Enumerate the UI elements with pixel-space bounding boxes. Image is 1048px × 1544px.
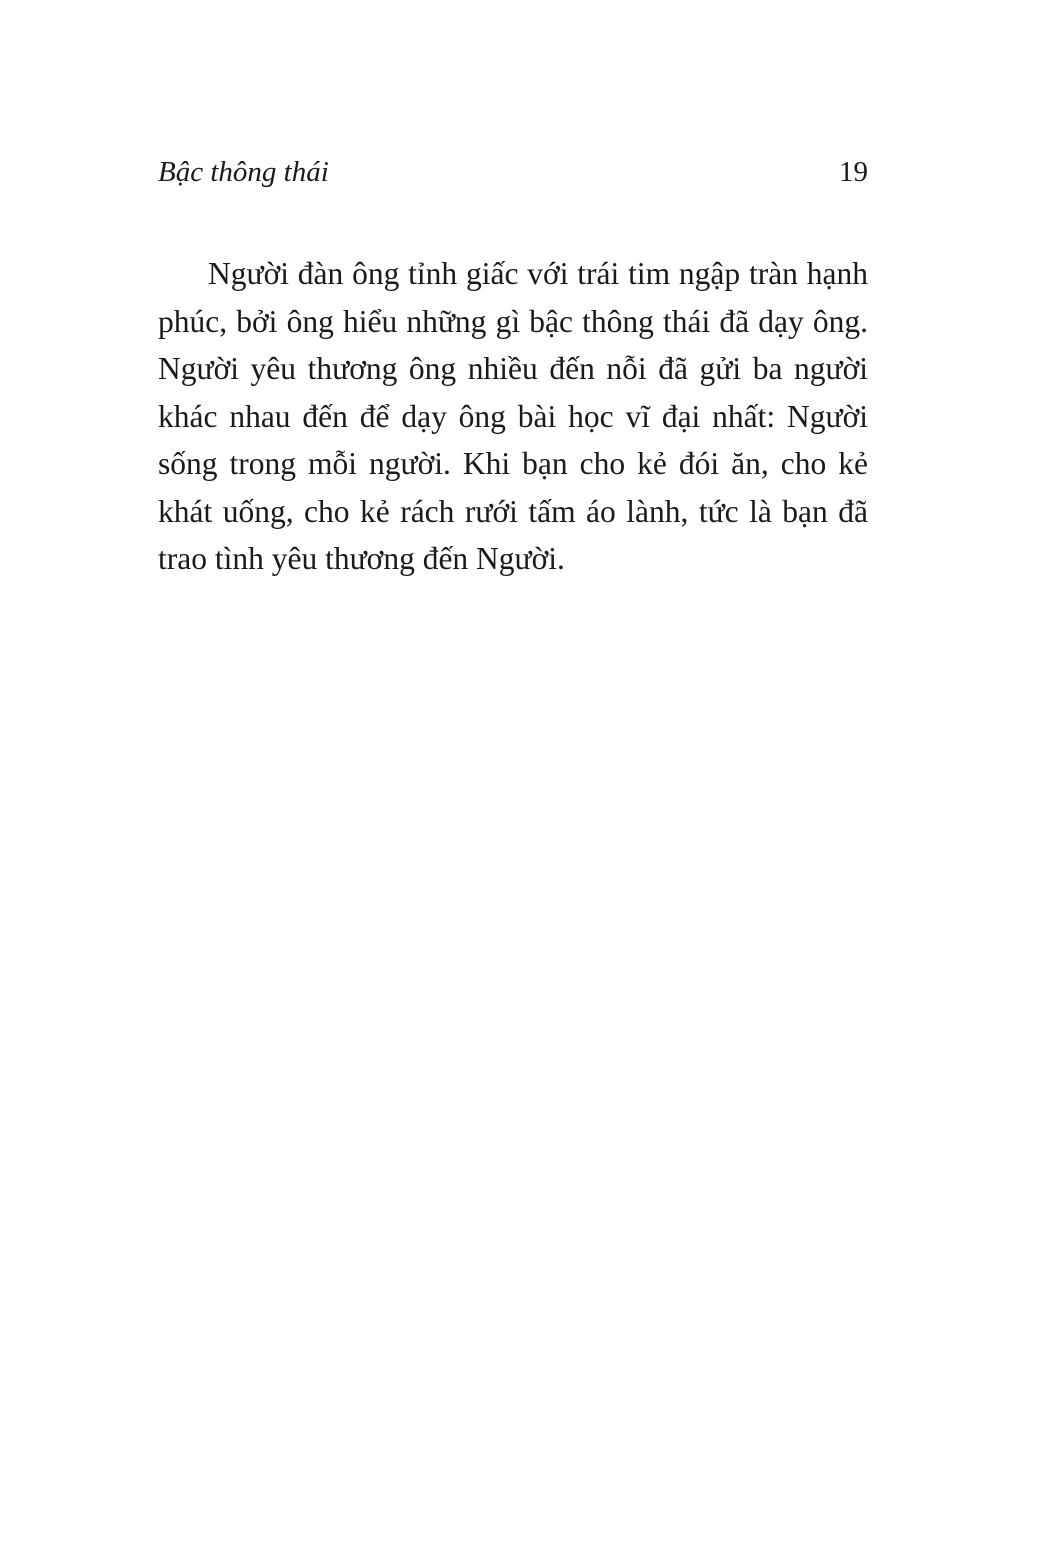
running-head [158,150,868,194]
page-number: 19 [839,156,868,188]
chapter-title: Bậc thông thái [158,156,329,188]
paragraph: Người đàn ông tỉnh giấc với trái tim ngập tràn hạnh phúc, bởi ông hiểu những gì bậc thông thái đã dạy ông. Người yêu thương ông nhiều đến nỗi đã gửi ba người khác nhau đến để dạy ông bài học vĩ đại nhất: Người sống trong mỗi người. Khi bạn cho kẻ đói ăn, cho kẻ khát uống, cho kẻ rách rưới tấm áo lành, tức là bạn đã trao tình yêu thương đến Người. [158,256,868,576]
body-text [158,250,868,583]
